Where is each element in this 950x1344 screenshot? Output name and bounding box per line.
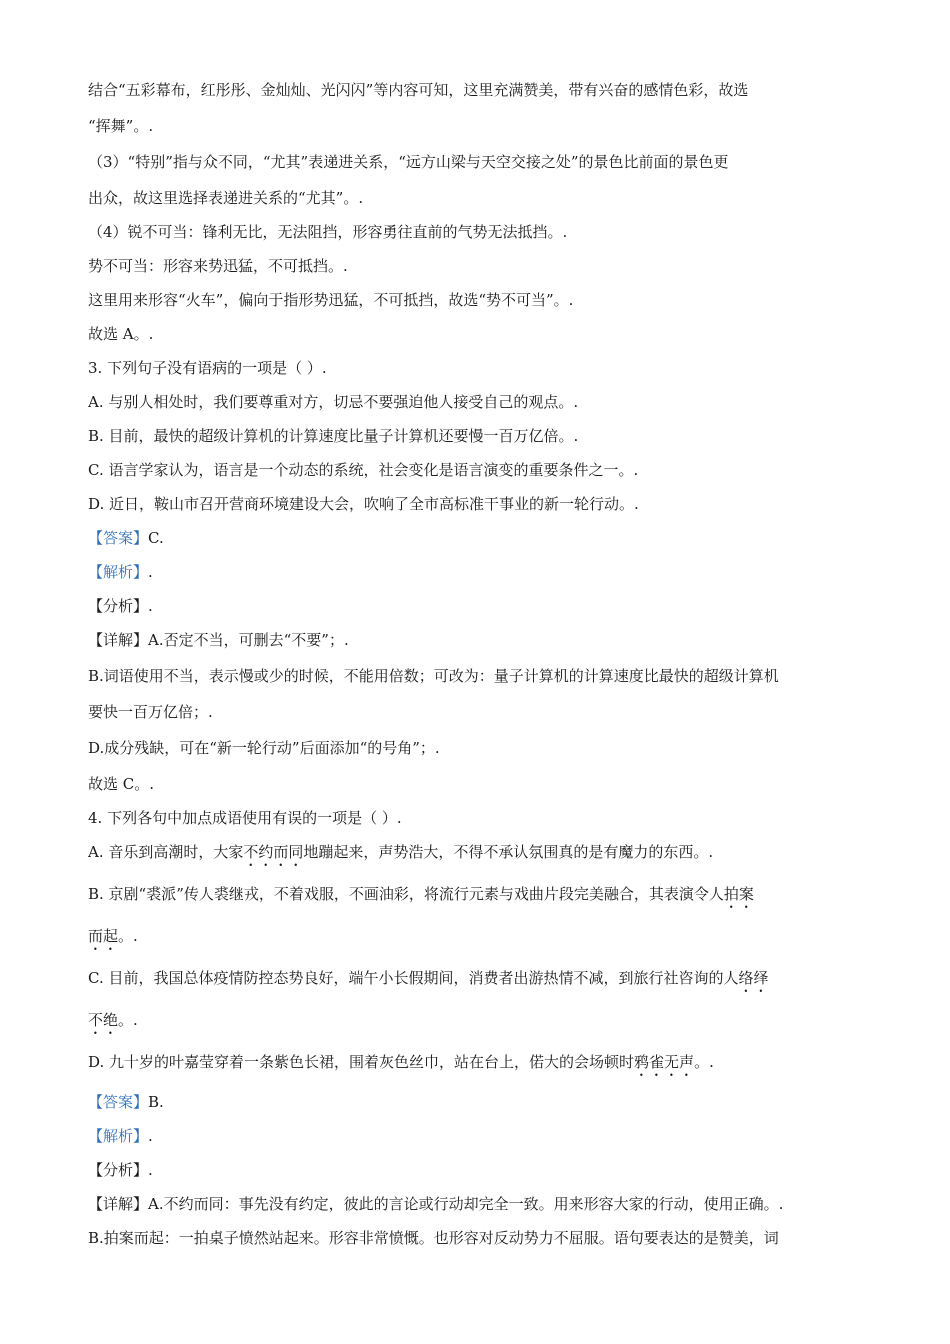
paragraph-line: 势不可当：形容来势迅猛，不可抵挡。. [88, 257, 348, 275]
answer-tag: 【答案】 [88, 1093, 149, 1111]
question-3-option-c: C. 语言学家认为，语言是一个动态的系统，社会变化是语言演变的重要条件之一。. [88, 461, 639, 479]
question-3-detail-b-cont: 要快一百万亿倍；. [88, 703, 213, 721]
paragraph-line: 故选 A。. [88, 325, 154, 343]
option-text: D. 九十岁的叶嘉莹穿着一条紫色长裙，围着灰色丝巾，站在台上，偌大的会场顿时 [88, 1053, 635, 1071]
question-3-answer [88, 526, 870, 550]
question-4-option-b-cont [88, 924, 870, 954]
analysis-rest: . [148, 563, 153, 581]
option-text: 。. [118, 927, 138, 945]
answer-tag: 【答案】 [88, 529, 149, 547]
dotted-idiom: 拍案 [723, 885, 754, 903]
dotted-idiom: 鸦雀无声 [634, 1053, 695, 1071]
analysis-tag: 【解析】 [88, 563, 149, 581]
option-text: B. 京剧“裘派”传人裘继戎，不着戏服，不画油彩，将流行元素与戏曲片段完美融合，其表演令人 [88, 885, 724, 903]
question-3-analysis [88, 560, 870, 584]
option-text: 地蹦起来，声势浩大，不得不承认氛围真的是有魔力的东西。. [303, 843, 714, 861]
question-4-fenxi: 【分析】. [88, 1161, 153, 1179]
dotted-idiom: 络绎 [738, 969, 769, 987]
paragraph-line: （4）锐不可当：锋利无比，无法阻挡，形容勇往直前的气势无法抵挡。. [88, 223, 568, 241]
question-4-option-d [88, 1050, 870, 1080]
paragraph-line: 结合“五彩幕布，红彤彤、金灿灿、光闪闪”等内容可知，这里充满赞美，带有兴奋的感情色彩，故选 [88, 81, 749, 99]
question-3-option-b: B. 目前，最快的超级计算机的计算速度比量子计算机还要慢一百万亿倍。. [88, 427, 579, 445]
question-4-option-c [88, 966, 870, 996]
answer-value: B. [148, 1093, 164, 1111]
question-4-detail-a [88, 1192, 870, 1216]
detail-tag: 【详解】 [88, 631, 149, 649]
analysis-tag: 【解析】 [88, 1127, 149, 1145]
question-3-conclusion: 故选 C。. [88, 775, 155, 793]
paragraph-line: 出众，故这里选择表递进关系的“尤其”。. [88, 189, 364, 207]
question-4-analysis [88, 1124, 870, 1148]
dotted-idiom: 而起 [88, 927, 119, 945]
option-text: A. 音乐到高潮时，大家 [88, 843, 244, 861]
detail-tag: 【详解】 [88, 1195, 149, 1213]
dotted-idiom: 不约而同 [243, 843, 304, 861]
question-4-option-c-cont [88, 1008, 870, 1038]
question-4-option-a [88, 840, 870, 870]
question-3-option-d: D. 近日，鞍山市召开营商环境建设大会，吹响了全市高标准干事业的新一轮行动。. [88, 495, 639, 513]
question-3-stem: 3. 下列句子没有语病的一项是（ ）. [88, 359, 327, 377]
answer-value: C. [148, 529, 164, 547]
question-3-detail-a [88, 628, 870, 652]
question-3-detail-b: B.词语使用不当，表示慢或少的时候，不能用倍数；可改为：量子计算机的计算速度比最快的超级计算机 [88, 667, 779, 685]
paragraph-line: “挥舞”。. [88, 117, 154, 135]
question-3-option-a: A. 与别人相处时，我们要尊重对方，切忌不要强迫他人接受自己的观点。. [88, 393, 579, 411]
question-4-option-b [88, 882, 870, 912]
dotted-idiom: 不绝 [88, 1011, 119, 1029]
analysis-rest: . [148, 1127, 153, 1145]
question-4-detail-b: B.拍案而起：一拍桌子愤然站起来。形容非常愤慨。也形容对反动势力不屈服。语句要表达的是赞美，词 [88, 1229, 779, 1247]
detail-text: A.否定不当，可删去“不要”；. [148, 631, 349, 649]
option-text: 。. [694, 1053, 714, 1071]
question-3-detail-d: D.成分残缺，可在“新一轮行动”后面添加“的号角”；. [88, 739, 440, 757]
question-3-fenxi: 【分析】. [88, 597, 153, 615]
option-text: 。. [118, 1011, 138, 1029]
question-4-stem: 4. 下列各句中加点成语使用有误的一项是（ ）. [88, 809, 402, 827]
paragraph-line: 这里用来形容“火车”，偏向于指形势迅猛，不可抵挡，故选“势不可当”。. [88, 291, 574, 309]
detail-text: A.不约而同：事先没有约定，彼此的言论或行动却完全一致。用来形容大家的行动，使用正确。. [148, 1195, 784, 1213]
option-text: C. 目前，我国总体疫情防控态势良好，端午小长假期间，消费者出游热情不减，到旅行社咨询的人 [88, 969, 739, 987]
paragraph-line: （3）“特别”指与众不同，“尤其”表递进关系，“远方山梁与天空交接之处”的景色比前面的景色更 [88, 153, 729, 171]
question-4-answer [88, 1090, 870, 1114]
